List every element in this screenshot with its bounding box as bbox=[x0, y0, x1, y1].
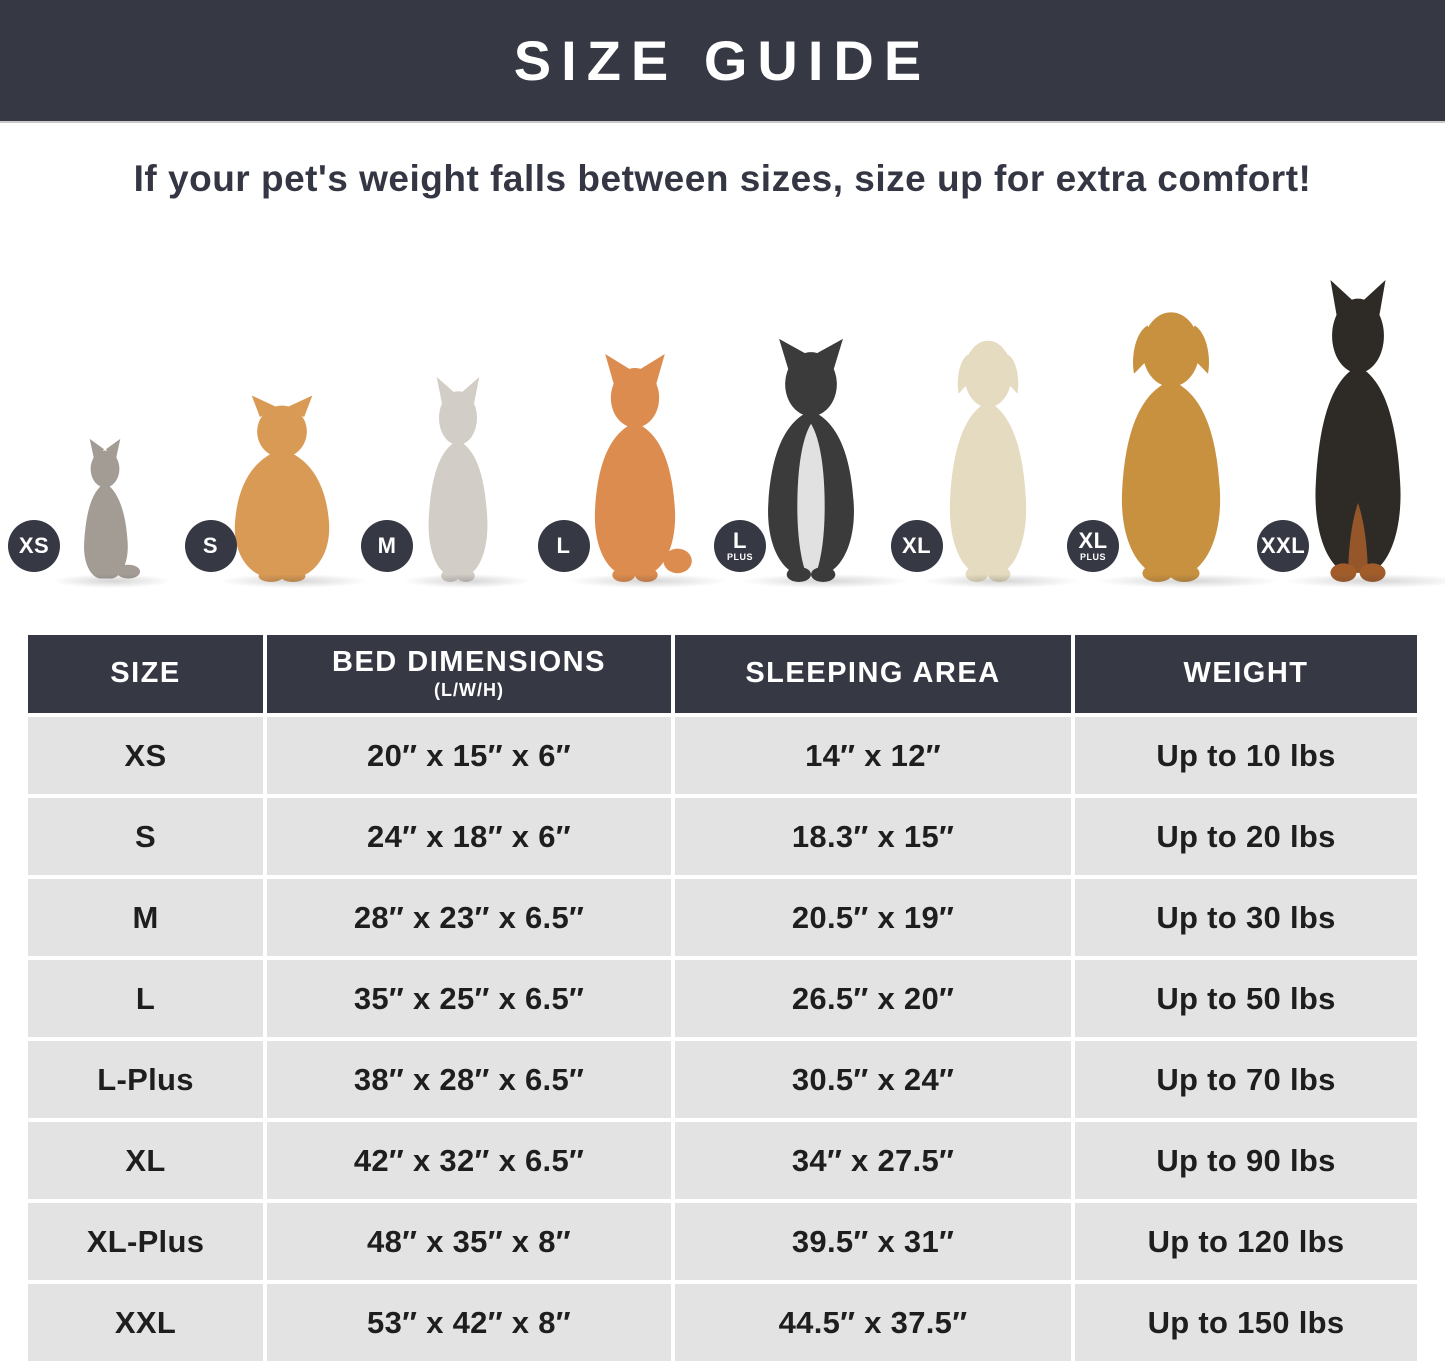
pet-size-lineup bbox=[6, 248, 1439, 598]
bed-dimensions-cell: 53″ x 42″ x 8″ bbox=[267, 1284, 671, 1361]
size-badge-xl-plus bbox=[1067, 520, 1119, 572]
weight-cell: Up to 30 lbs bbox=[1075, 879, 1417, 956]
sleeping-area-cell: 20.5″ x 19″ bbox=[675, 879, 1071, 956]
pet-shadow bbox=[1284, 574, 1445, 588]
column-header-sublabel: (L/W/H) bbox=[434, 680, 504, 701]
size-badge-label: XL bbox=[1078, 528, 1108, 553]
pet-figure-m bbox=[359, 248, 536, 598]
size-cell: XL bbox=[28, 1122, 263, 1199]
bed-dimensions-cell: 35″ x 25″ x 6.5″ bbox=[267, 960, 671, 1037]
bed-dimensions-cell: 48″ x 35″ x 8″ bbox=[267, 1203, 671, 1280]
size-badge-s bbox=[185, 520, 237, 572]
pet-shadow bbox=[741, 574, 911, 588]
weight-cell: Up to 90 lbs bbox=[1075, 1122, 1417, 1199]
column-header-label: WEIGHT bbox=[1183, 657, 1309, 690]
size-badge-label: XS bbox=[18, 533, 50, 558]
pet-figure-l bbox=[536, 248, 713, 598]
sleeping-area-cell: 30.5″ x 24″ bbox=[675, 1041, 1071, 1118]
size-cell: XS bbox=[28, 717, 263, 794]
column-header-label: BED DIMENSIONS bbox=[332, 646, 606, 679]
size-cell: S bbox=[28, 798, 263, 875]
page-title: SIZE GUIDE bbox=[513, 29, 932, 92]
pet-figure-xl-plus bbox=[1065, 248, 1255, 598]
pet-figure-s bbox=[183, 248, 360, 598]
size-cell: L bbox=[28, 960, 263, 1037]
pet-figure-xxl bbox=[1255, 248, 1439, 598]
size-badge-sublabel: PLUS bbox=[726, 552, 753, 562]
pet-shadow bbox=[921, 574, 1081, 588]
weight-cell: Up to 70 lbs bbox=[1075, 1041, 1417, 1118]
size-table bbox=[28, 635, 1417, 1361]
size-badge-xl bbox=[891, 520, 943, 572]
bed-dimensions-cell: 42″ x 32″ x 6.5″ bbox=[267, 1122, 671, 1199]
size-cell: M bbox=[28, 879, 263, 956]
size-badge-m bbox=[361, 520, 413, 572]
size-badge-label: L bbox=[733, 528, 747, 553]
pet-figure-l-plus bbox=[712, 248, 889, 598]
bed-dimensions-cell: 28″ x 23″ x 6.5″ bbox=[267, 879, 671, 956]
french-bulldog-image bbox=[402, 377, 514, 582]
weight-cell: Up to 50 lbs bbox=[1075, 960, 1417, 1037]
cat-image bbox=[60, 432, 150, 582]
size-badge-xs bbox=[8, 520, 60, 572]
size-badge-xxl bbox=[1257, 520, 1309, 572]
sleeping-area-cell: 44.5″ x 37.5″ bbox=[675, 1284, 1071, 1361]
pet-figure-xl bbox=[889, 248, 1066, 598]
pet-figure-xs bbox=[6, 248, 183, 598]
title-bar bbox=[0, 0, 1445, 123]
size-cell: L-Plus bbox=[28, 1041, 263, 1118]
column-header-size bbox=[28, 635, 263, 713]
column-header-sleeping-area bbox=[675, 635, 1071, 713]
size-badge-sublabel: PLUS bbox=[1079, 552, 1106, 562]
subtitle-text: If your pet's weight falls between sizes, size up for extra comfort! bbox=[133, 158, 1312, 199]
bed-dimensions-cell: 38″ x 28″ x 6.5″ bbox=[267, 1041, 671, 1118]
size-badge-label: M bbox=[377, 533, 397, 558]
weight-cell: Up to 20 lbs bbox=[1075, 798, 1417, 875]
sleeping-area-cell: 18.3″ x 15″ bbox=[675, 798, 1071, 875]
pet-shadow bbox=[402, 574, 532, 588]
weight-cell: Up to 150 lbs bbox=[1075, 1284, 1417, 1361]
column-header-bed-dimensions bbox=[267, 635, 671, 713]
weight-cell: Up to 10 lbs bbox=[1075, 717, 1417, 794]
size-badge-label: XXL bbox=[1260, 533, 1306, 558]
pet-shadow bbox=[568, 574, 728, 588]
size-badge-label: XL bbox=[901, 533, 932, 558]
size-badge-l bbox=[538, 520, 590, 572]
column-header-weight bbox=[1075, 635, 1417, 713]
bed-dimensions-cell: 24″ x 18″ x 6″ bbox=[267, 798, 671, 875]
size-badge-l-plus bbox=[714, 520, 766, 572]
size-cell: XL-Plus bbox=[28, 1203, 263, 1280]
sleeping-area-cell: 39.5″ x 31″ bbox=[675, 1203, 1071, 1280]
bed-dimensions-cell: 20″ x 15″ x 6″ bbox=[267, 717, 671, 794]
sleeping-area-cell: 34″ x 27.5″ bbox=[675, 1122, 1071, 1199]
sleeping-area-cell: 26.5″ x 20″ bbox=[675, 960, 1071, 1037]
size-badge-label: S bbox=[202, 533, 219, 558]
pet-shadow bbox=[1095, 574, 1280, 588]
size-badge-label: L bbox=[556, 533, 571, 558]
column-header-label: SIZE bbox=[110, 657, 181, 690]
pet-shadow bbox=[218, 574, 368, 588]
pet-shadow bbox=[52, 574, 172, 588]
weight-cell: Up to 120 lbs bbox=[1075, 1203, 1417, 1280]
size-cell: XXL bbox=[28, 1284, 263, 1361]
column-header-label: SLEEPING AREA bbox=[745, 657, 1001, 690]
sleeping-area-cell: 14″ x 12″ bbox=[675, 717, 1071, 794]
